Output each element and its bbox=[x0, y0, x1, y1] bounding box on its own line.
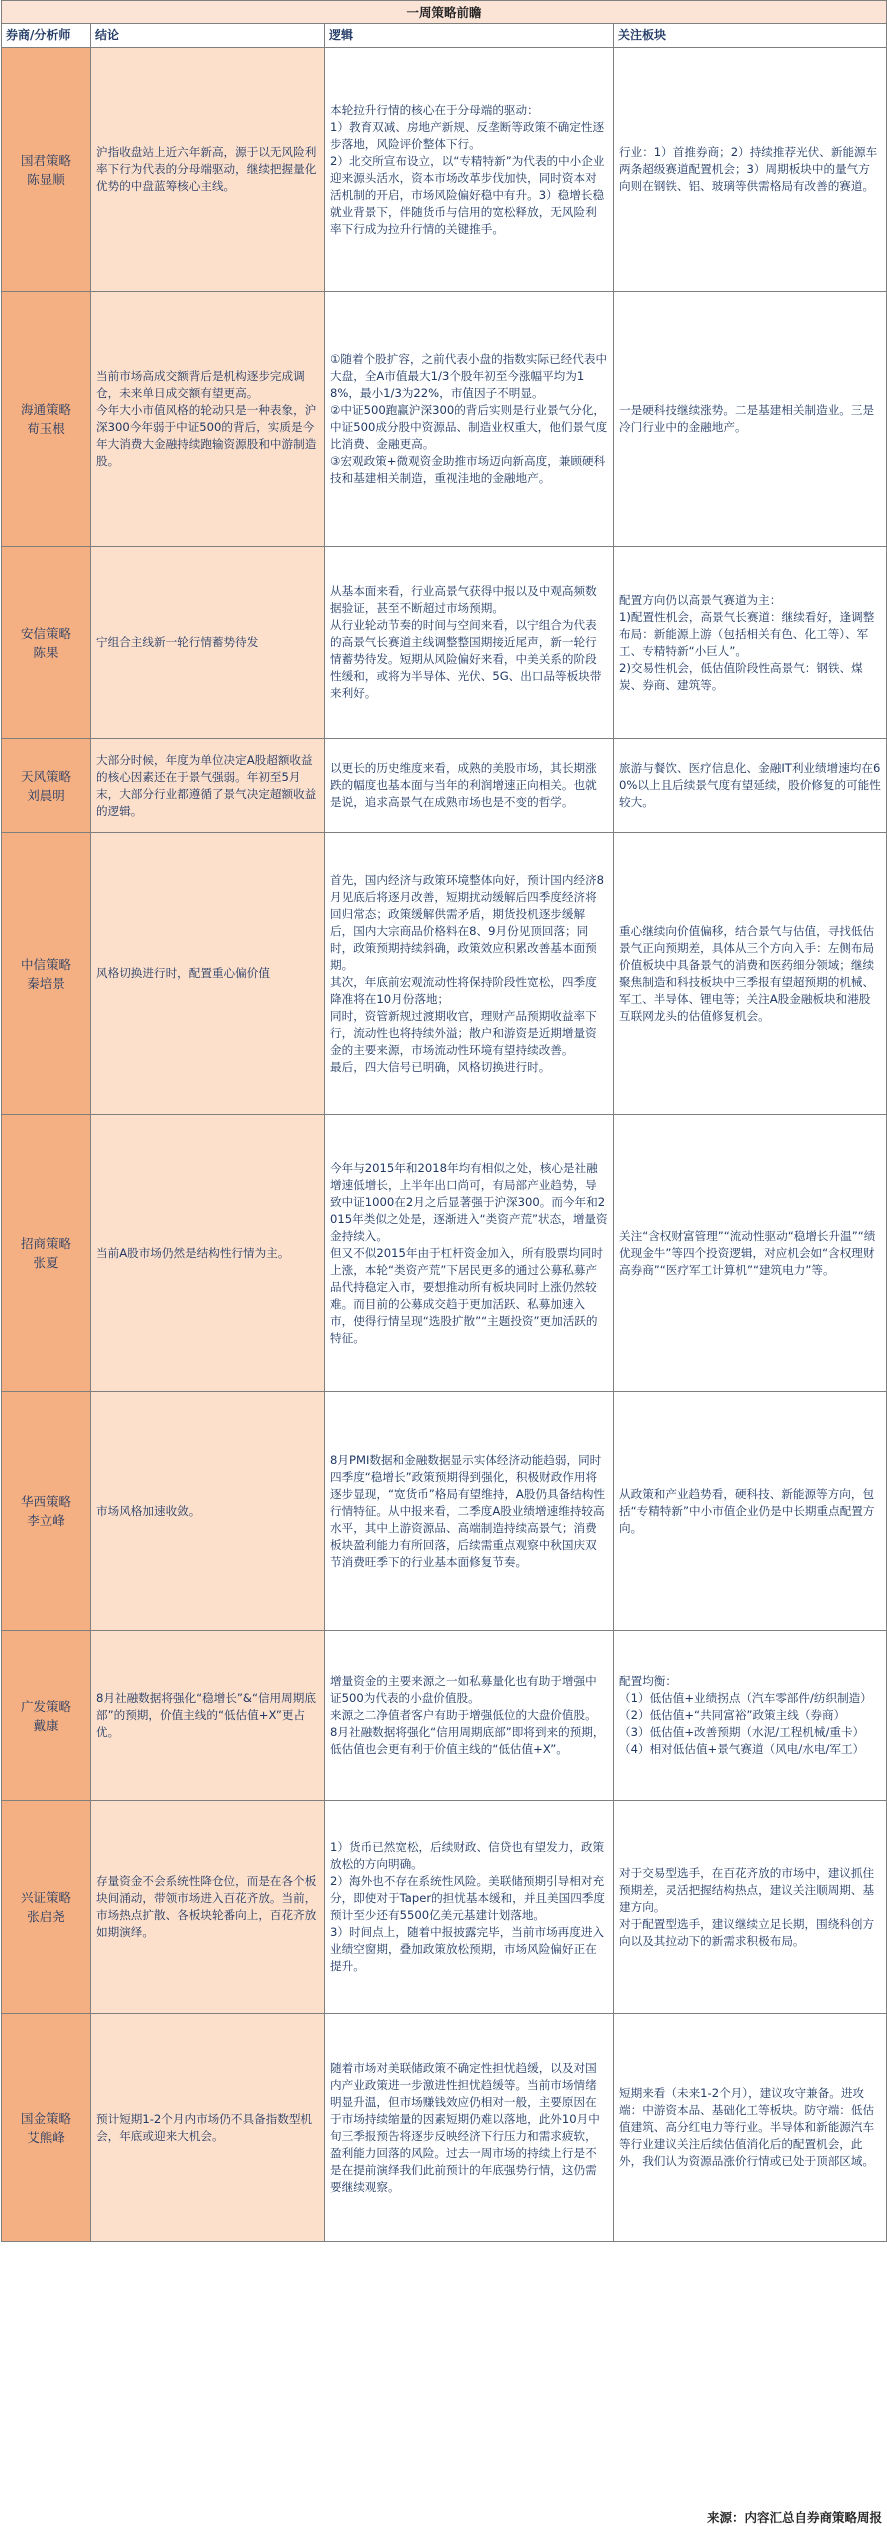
header-logic: 逻辑 bbox=[325, 24, 614, 48]
logic-cell: 首先，国内经济与政策环境整体向好，预计国内经济8月见底后将逐月改善，短期扰动缓解后四季度经济将回归常态；政策缓解供需矛盾，期货投机逐步缓解后，国内大宗商品价格料在8、9月份见顶回落；同时，政策预期持续斜确，政策效应积累改善基本面预期。 其次，年底前宏观流动性将保持阶段性宽松，四季度降准将在10月份落地； 同时，资管新规过渡期收官，理财产品预期收益率下行，流动性也将持续外溢；散户和游资是近期增量资金的主要来源，市场流动性环境有望持续改善。 最后，四大信号已明确，风格切换进行时。 bbox=[325, 833, 614, 1115]
table-row bbox=[2, 1631, 887, 1801]
logic-cell: ①随着个股扩容，之前代表小盘的指数实际已经代表中大盘，全A市值最大1/3个股年初至今涨幅平均为18%，最小1/3为22%，市值因子不明显。 ②中证500跑赢沪深300的背后实则是行业景气分化，中证500成分股中资源品、制造业权重大，他们景气度比消费、金融更高。 ③宏观政策+微观资金助推市场迈向新高度，兼顾硬科技和基建相关制造，重视洼地的金融地产。 bbox=[325, 292, 614, 547]
conclusion-cell: 8月社融数据将强化“稳增长”&“信用周期底部”的预期，价值主线的“低估值+X”更占优。 bbox=[91, 1631, 325, 1801]
sectors-cell: 一是硬科技继续涨势。二是基建相关制造业。三是冷门行业中的金融地产。 bbox=[614, 292, 887, 547]
conclusion-cell: 预计短期1-2个月内市场仍不具备指数型机会，年底或迎来大机会。 bbox=[91, 2014, 325, 2242]
logic-cell: 以更长的历史维度来看，成熟的美股市场，其长期涨跌的幅度也基本面与当年的利润增速正向相关。也就是说，追求高景气在成熟市场也是不变的哲学。 bbox=[325, 739, 614, 833]
strategy-table bbox=[1, 0, 887, 2242]
table-row bbox=[2, 48, 887, 292]
analyst-cell: 天风策略 刘晨明 bbox=[2, 739, 91, 833]
sectors-cell: 配置方向仍以高景气赛道为主： 1)配置性机会，高景气长赛道：继续看好，逢调整布局：新能源上游（包括相关有色、化工等）、军工、专精特新“小巨人”。 2)交易性机会，低估值阶段性高景气：钢铁、煤炭、券商、建筑等。 bbox=[614, 547, 887, 739]
logic-cell: 从基本面来看，行业高景气获得中报以及中观高频数据验证，甚至不断超过市场预期。 从行业轮动节奏的时间与空间来看，以宁组合为代表的高景气长赛道主线调整整国期接近尾声，新一轮行情蓄势待发。短期从风险偏好来看，中美关系的阶段性缓和，或将为半导体、光伏、5G、出口品等板块带来利好。 bbox=[325, 547, 614, 739]
logic-cell: 随着市场对美联储政策不确定性担忧趋缓，以及对国内产业政策进一步激进性担忧趋缓等。当前市场情绪明显升温，但市场赚钱效应仍相对一般，主要原因在于市场持续缩量的因素短期仍难以落地，此外10月中旬三季报预告将逐步反映经济下行压力和需求疲软，盈利能力回落的风险。过去一周市场的持续上行是不是在提前演绎我们此前预计的年底强势行情，这仍需要继续观察。 bbox=[325, 2014, 614, 2242]
conclusion-cell: 当前市场高成交额背后是机构逐步完成调仓，未来单日成交额有望更高。 今年大小市值风格的轮动只是一种表象，沪深300今年弱于中证500的背后，实质是今年大消费大金融持续跑输资源股和中游制造股。 bbox=[91, 292, 325, 547]
sectors-cell: 重心继续向价值偏移，结合景气与估值，寻找低估景气正向预期差，具体从三个方向入手：左侧布局价值板块中具备景气的消费和医药细分领域；继续聚焦制造和科技板块中三季报有望超预期的机械、军工、半导体、锂电等；关注A股金融板块和港股互联网龙头的估值修复机会。 bbox=[614, 833, 887, 1115]
conclusion-cell: 存量资金不会系统性降仓位，而是在各个板块间涌动，带领市场进入百花齐放。当前，市场热点扩散、各板块轮番向上，百花齐放如期演绎。 bbox=[91, 1801, 325, 2014]
sectors-cell: 短期来看（未来1-2个月），建议攻守兼备。进攻端：中游资本品、基础化工等板块。防守端：低估值建筑、高分红电力等行业。半导体和新能源汽车等行业建议关注后续估值消化后的配置机会，此外，我们认为资源品涨价行情或已处于顶部区域。 bbox=[614, 2014, 887, 2242]
table-title-row bbox=[2, 1, 887, 24]
table-row bbox=[2, 1801, 887, 2014]
logic-cell: 本轮拉升行情的核心在于分母端的驱动： 1）教育双减、房地产新规、反垄断等政策不确定性逐步落地，风险评价整体下行。 2）北交所宣布设立，以“专精特新”为代表的中小企业迎来源头活水，资本市场改革步伐加快，同时资本对活机制的开启，市场风险偏好稳中有升。3）稳增长稳就业背景下，伴随货币与信用的宽松释放，无风险利率下行成为拉升行情的关键推手。 bbox=[325, 48, 614, 292]
logic-cell: 1）货币已然宽松，后续财政、信贷也有望发力，政策放松的方向明确。 2）海外也不存在系统性风险。美联储预期引导相对充分，即使对于Taper的担忧基本缓和，并且美国四季度预计至少还有5500亿美元基建计划落地。 3）时间点上，随着中报披露完毕，当前市场再度进入业绩空窗期，叠加政策放松预期，市场风险偏好正在提升。 bbox=[325, 1801, 614, 2014]
conclusion-cell: 沪指收盘站上近六年新高，源于以无风险利率下行为代表的分母端驱动，继续把握量化优势的中盘蓝筹核心主线。 bbox=[91, 48, 325, 292]
conclusion-cell: 风格切换进行时，配置重心偏价值 bbox=[91, 833, 325, 1115]
table-title: 一周策略前瞻 bbox=[2, 1, 887, 24]
analyst-cell: 国金策略 艾熊峰 bbox=[2, 2014, 91, 2242]
conclusion-cell: 当前A股市场仍然是结构性行情为主。 bbox=[91, 1115, 325, 1392]
logic-cell: 今年与2015年和2018年均有相似之处，核心是社融增速低增长，上半年出口尚可，有局部产业趋势，导致中证1000在2月之后显著强于沪深300。而今年和2015年类似之处是，逐渐进入“类资产荒”状态，增量资金持续入。 但又不似2015年由于杠杆资金加入，所有股票均同时上涨，本轮“类资产荒”下居民更多的通过公募私募产品代持稳定入市，要想推动所有板块同时上涨仍然较难。而目前的公募成交趋于更加活跃、私募加速入市，使得行情呈现“选股扩散”“主题投资”更加活跃的特征。 bbox=[325, 1115, 614, 1392]
sectors-cell: 配置均衡： （1）低估值+业绩拐点（汽车零部件/纺织制造） （2）低估值+“共同富裕”政策主线（券商） （3）低估值+改善预期（水泥/工程机械/重卡） （4）相对低估值+景气赛道（风电/水电/军工） bbox=[614, 1631, 887, 1801]
sectors-cell: 行业：1）首推券商；2）持续推荐光伏、新能源车两条超级赛道配置机会；3）周期板块中的量气方向则在钢铁、铝、玻璃等供需格局有改善的赛道。 bbox=[614, 48, 887, 292]
table-row bbox=[2, 739, 887, 833]
sectors-cell: 从政策和产业趋势看，硬科技、新能源等方向，包括“专精特新”中小市值企业仍是中长期重点配置方向。 bbox=[614, 1392, 887, 1631]
sectors-cell: 旅游与餐饮、医疗信息化、金融IT利业绩增速均在60%以上且后续景气度有望延续，股价修复的可能性较大。 bbox=[614, 739, 887, 833]
logic-cell: 增量资金的主要来源之一如私募量化也有助于增强中证500为代表的小盘价值股。 来源之二净值者客户有助于增强低位的大盘价值股。 8月社融数据将强化“信用周期底部”即将到来的预期，低估值也会更有利于价值主线的“低估值+X”。 bbox=[325, 1631, 614, 1801]
table-row bbox=[2, 2014, 887, 2242]
table-row bbox=[2, 1392, 887, 1631]
analyst-cell: 兴证策略 张启尧 bbox=[2, 1801, 91, 2014]
analyst-cell: 国君策略 陈显顺 bbox=[2, 48, 91, 292]
analyst-cell: 安信策略 陈果 bbox=[2, 547, 91, 739]
header-conclusion: 结论 bbox=[91, 24, 325, 48]
analyst-cell: 广发策略 戴康 bbox=[2, 1631, 91, 1801]
analyst-cell: 海通策略 荀玉根 bbox=[2, 292, 91, 547]
sectors-cell: 对于交易型选手，在百花齐放的市场中，建议抓住预期差，灵活把握结构热点，建议关注顺周期、基建方向。 对于配置型选手，建议继续立足长期，围绕科创方向以及其拉动下的新需求积极布局。 bbox=[614, 1801, 887, 2014]
header-analyst: 券商/分析师 bbox=[2, 24, 91, 48]
sectors-cell: 关注“含权财富管理”“流动性驱动“稳增长升温”“绩优现金牛”等四个投资逻辑，对应机会如“含权理财高券商”“医疗军工计算机”“建筑电力”等。 bbox=[614, 1115, 887, 1392]
conclusion-cell: 宁组合主线新一轮行情蓄势待发 bbox=[91, 547, 325, 739]
analyst-cell: 华西策略 李立峰 bbox=[2, 1392, 91, 1631]
table-row bbox=[2, 833, 887, 1115]
table-row bbox=[2, 1115, 887, 1392]
table-row bbox=[2, 292, 887, 547]
analyst-cell: 中信策略 秦培景 bbox=[2, 833, 91, 1115]
source-footer: 来源：内容汇总自券商策略周报 bbox=[706, 2510, 882, 2525]
table-header-row bbox=[2, 24, 887, 48]
analyst-cell: 招商策略 张夏 bbox=[2, 1115, 91, 1392]
strategy-weekly-page bbox=[1, 0, 886, 2525]
header-sectors: 关注板块 bbox=[614, 24, 887, 48]
logic-cell: 8月PMI数据和金融数据显示实体经济动能趋弱，同时四季度“稳增长”政策预期得到强化，积极财政作用将逐步显现，“宽货币”格局有望维持，A股仍具备结构性行情特征。从中报来看，二季度A股业绩增速维持较高水平，其中上游资源品、高端制造持续高景气；消费板块盈利能力有所回落，后续需重点观察中秋国庆双节消费旺季下的行业基本面修复节奏。 bbox=[325, 1392, 614, 1631]
table-row bbox=[2, 547, 887, 739]
conclusion-cell: 大部分时候，年度为单位决定A股超额收益的核心因素还在于景气强弱。年初至5月末，大部分行业都遵循了景气决定超额收益的逻辑。 bbox=[91, 739, 325, 833]
conclusion-cell: 市场风格加速收敛。 bbox=[91, 1392, 325, 1631]
